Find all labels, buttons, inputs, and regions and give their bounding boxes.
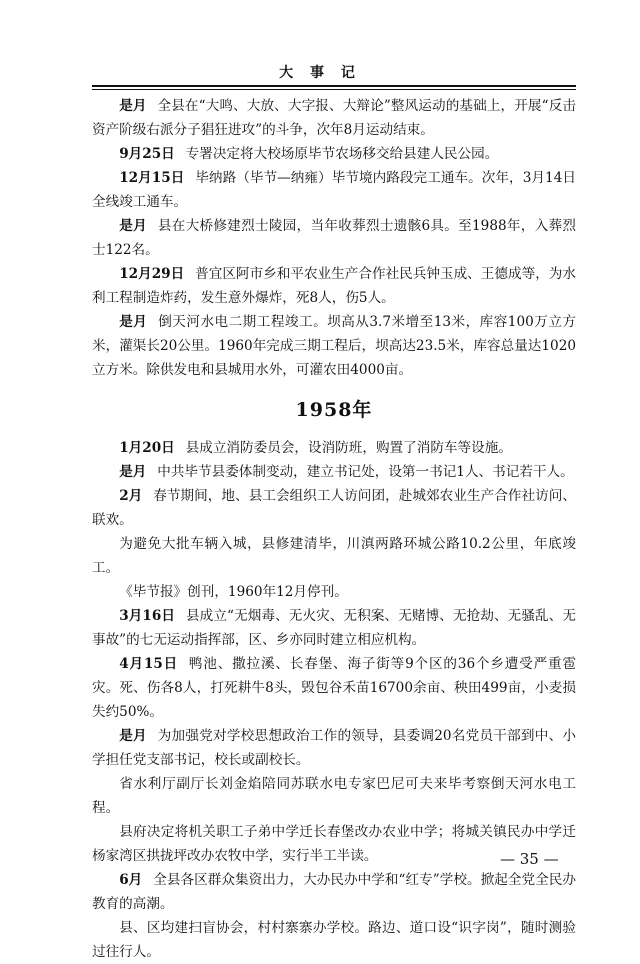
entry-text: 《毕节报》创刊，1960年12月停刊。	[119, 584, 348, 600]
chronicle-entry	[92, 436, 576, 460]
entry-date: 4月15日	[119, 656, 179, 672]
page-number: — 35 —	[500, 850, 559, 868]
entry-date: 3月16日	[119, 608, 176, 624]
entries-1957	[92, 94, 576, 382]
year-heading: 1958年	[295, 399, 373, 421]
entry-date: 是月	[119, 218, 147, 234]
chronicle-entry	[92, 166, 576, 214]
chronicle-entry	[92, 916, 576, 964]
entry-text: 为加强党对学校思想政治工作的领导，县委调20名党员干部到中、小学担任党支部书记，校长或副校长。	[92, 728, 577, 768]
entry-date: 2月	[119, 488, 143, 504]
entry-date: 是月	[119, 314, 148, 330]
chronicle-entry	[92, 262, 576, 310]
entry-text: 春节期间，地、县工会组织工人访问团，赴城郊农业生产合作社访问、联欢。	[92, 488, 576, 528]
header-rule	[92, 85, 576, 87]
entry-text: 毕纳路（毕节—纳雍）毕节境内路段完工通车。次年，3月14日全线竣工通车。	[92, 170, 576, 210]
entry-text: 县、区均建扫盲协会，村村寨寨办学校。路边、道口设“识字岗”，随时测验过往行人。	[92, 920, 576, 960]
running-header: 大 事 记	[279, 65, 361, 81]
chronicle-entry	[92, 94, 576, 142]
entries-1958	[92, 436, 576, 964]
header-rule-thin	[92, 89, 576, 90]
entry-text: 省水利厅副厅长刘金焰陪同苏联水电专家巴尼可夫来毕考察倒天河水电工程。	[92, 776, 576, 816]
entry-text: 县府决定将机关职工子弟中学迁长春堡改办农业中学；将城关镇民办中学迁杨家湾区拱拢坪改办农牧中学，实行半工半读。	[92, 824, 576, 864]
chronicle-entry	[92, 142, 576, 166]
chronicle-entry	[92, 460, 576, 484]
entry-text: 鸭池、撒拉溪、长春堡、海子街等9个区的36个乡遭受严重雹灾。死、伤各8人，打死耕牛8头，毁包谷禾苗16700余亩、秧田499亩，小麦损失约50%。	[92, 656, 576, 720]
chronicle-entry	[92, 214, 576, 262]
entry-date: 是月	[119, 464, 147, 480]
entry-date: 12月29日	[119, 266, 185, 282]
entry-text: 县成立消防委员会，设消防班，购置了消防车等设施。	[185, 440, 512, 456]
chronicle-entry	[92, 532, 576, 580]
page-body	[92, 94, 576, 964]
entry-text: 中共毕节县委体制变动，建立书记处，设第一书记1人、书记若干人。	[157, 464, 574, 480]
entry-text: 全县在“大鸣、大放、大字报、大辩论”整风运动的基础上，开展“反击资产阶级右派分子猖狂进攻”的斗争，次年8月运动结束。	[92, 98, 576, 138]
entry-date: 9月25日	[119, 146, 175, 162]
chronicle-entry	[92, 868, 576, 916]
entry-date: 1月20日	[119, 440, 175, 456]
chronicle-entry	[92, 652, 576, 724]
entry-text: 倒天河水电二期工程竣工。坝高从3.7米增至13米，库容100万立方米，灌渠长20公里。1960年完成三期工程后，坝高达23.5米，库容总量达1020立方米。除供发电和县城用水外，可灌农田4000亩。	[92, 314, 576, 378]
chronicle-entry	[92, 724, 576, 772]
chronicle-entry	[92, 484, 576, 532]
chronicle-entry	[92, 772, 576, 820]
entry-date: 是月	[119, 728, 147, 744]
entry-text: 专署决定将大校场原毕节农场移交给县建人民公园。	[185, 146, 499, 162]
chronicle-entry	[92, 310, 576, 382]
entry-text: 县成立“无烟毒、无火灾、无积案、无赌博、无抢劫、无骚乱、无事故”的七无运动指挥部，区、乡亦同时建立相应机构。	[92, 608, 576, 648]
entry-date: 是月	[119, 98, 147, 114]
chronicle-entry	[92, 604, 576, 652]
entry-text: 县在大桥修建烈士陵园，当年收葬烈士遗骸6具。至1988年，入葬烈士122名。	[92, 218, 577, 258]
entry-date: 6月	[119, 872, 143, 888]
chronicle-entry	[92, 580, 576, 604]
entry-text: 为避免大批车辆入城，县修建清毕，川滇两路环城公路10.2公里，年底竣工。	[92, 536, 576, 576]
entry-text: 全县各区群众集资出力，大办民办中学和“红专”学校。掀起全党全民办教育的高潮。	[92, 872, 576, 912]
entry-date: 12月15日	[119, 170, 185, 186]
entry-text: 普宜区阿市乡和平农业生产合作社民兵钟玉成、王德成等，为水利工程制造炸药，发生意外爆炸，死8人，伤5人。	[92, 266, 576, 306]
